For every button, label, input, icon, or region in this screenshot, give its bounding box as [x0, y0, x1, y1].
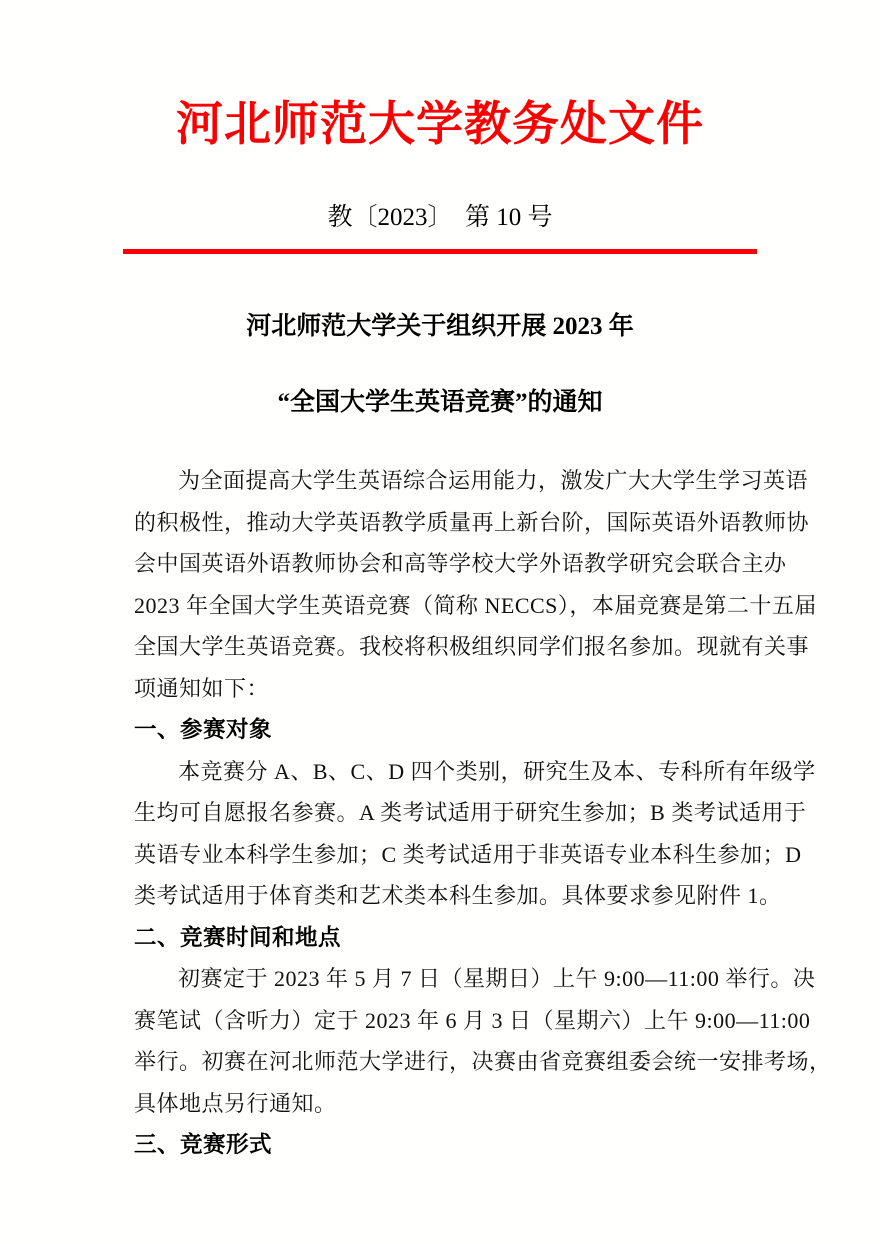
- paragraph: [134, 751, 816, 917]
- document-header-title: 河北师范大学教务处文件: [176, 99, 704, 151]
- body-line: 英语专业本科学生参加；C 类考试适用于非英语专业本科生参加；D: [134, 841, 802, 867]
- document-body: [134, 460, 832, 1166]
- body-line: 会中国英语外语教师协会和高等学校大学外语教学研究会联合主办: [134, 551, 787, 576]
- body-line: 全国大学生英语竞赛。我校将积极组织同学们报名参加。现就有关事: [134, 634, 810, 659]
- red-separator-line: [123, 249, 757, 254]
- body-line: 类考试适用于体育类和艺术类本科生参加。具体要求参见附件 1。: [134, 883, 782, 908]
- notice-title-line1: 河北师范大学关于组织开展 2023 年: [246, 313, 634, 340]
- body-line: 赛笔试（含听力）定于 2023 年 6 月 3 日（星期六）上午 9:00—11:00: [134, 1007, 811, 1033]
- section-heading: 二、竞赛时间和地点: [134, 924, 342, 950]
- notice-title-line2: “全国大学生英语竞赛”的通知: [277, 389, 603, 416]
- body-line: 2023 年全国大学生英语竞赛（简称 NECCS），本届竞赛是第二十五届: [134, 592, 817, 618]
- document-number: 教〔2023〕 第 10 号: [327, 204, 553, 231]
- section-heading: 三、竞赛形式: [134, 1132, 273, 1157]
- body-line: 生均可自愿报名参赛。A 类考试适用于研究生参加；B 类考试适用于: [134, 800, 807, 825]
- body-line: 为全面提高大学生英语综合运用能力，激发广大大学生学习英语: [178, 468, 809, 493]
- body-line: 初赛定于 2023 年 5 月 7 日（星期日）上午 9:00—11:00 举行。决: [178, 966, 816, 991]
- body-line: 项通知如下：: [134, 675, 270, 701]
- paragraph: [134, 460, 817, 709]
- body-line: 举行。初赛在河北师范大学进行，决赛由省竞赛组委会统一安排考场，: [134, 1049, 832, 1074]
- body-line: 具体地点另行通知。: [134, 1090, 337, 1116]
- body-line: 本竞赛分 A、B、C、D 四个类别，研究生及本、专科所有年级学: [178, 758, 816, 784]
- paragraph: [134, 958, 832, 1124]
- section-heading: 一、参赛对象: [134, 717, 273, 742]
- body-line: 的积极性，推动大学英语教学质量再上新台阶，国际英语外语教师协: [134, 509, 810, 535]
